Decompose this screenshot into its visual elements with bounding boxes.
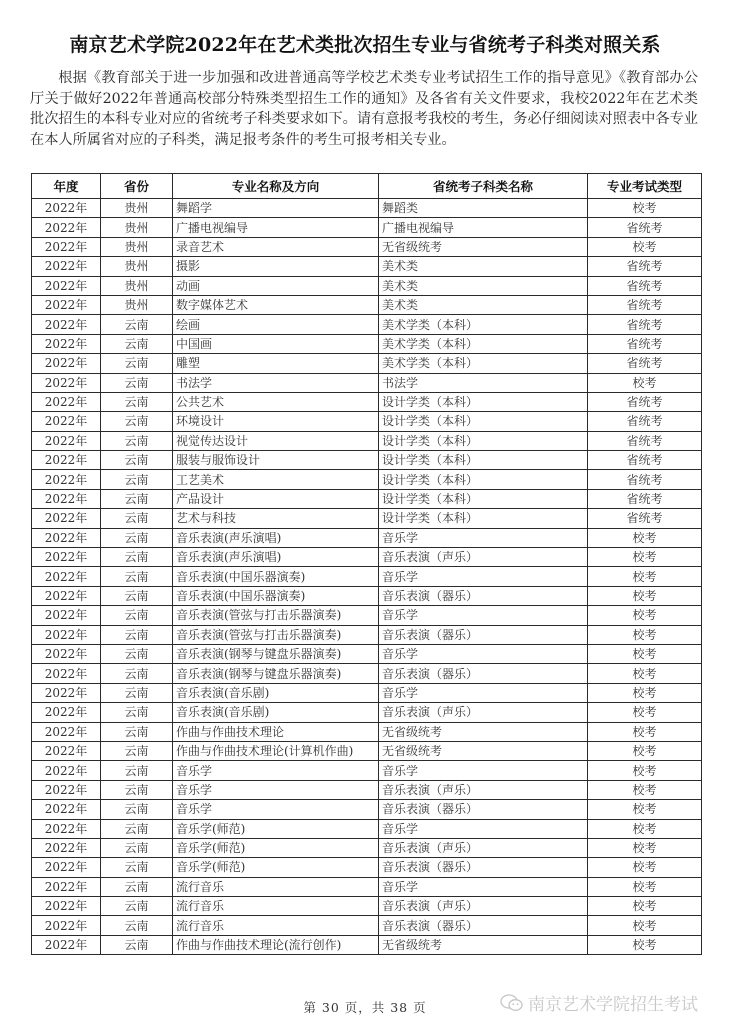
cell-major: 音乐表演(中国乐器演奏) bbox=[173, 567, 379, 586]
cell-year: 2022年 bbox=[32, 199, 101, 218]
cell-major: 数字媒体艺术 bbox=[173, 295, 379, 314]
cell-year: 2022年 bbox=[32, 218, 101, 237]
cell-exam-type: 省统考 bbox=[588, 412, 702, 431]
cell-subcategory: 音乐表演（器乐） bbox=[379, 858, 588, 877]
cell-major: 广播电视编导 bbox=[173, 218, 379, 237]
cell-province: 云南 bbox=[101, 606, 173, 625]
table-row bbox=[32, 412, 702, 431]
cell-exam-type: 校考 bbox=[588, 703, 702, 722]
cell-province: 云南 bbox=[101, 567, 173, 586]
cell-province: 云南 bbox=[101, 412, 173, 431]
document-title: 南京艺术学院2022年在艺术类批次招生专业与省统考子科类对照关系 bbox=[69, 34, 661, 56]
cell-exam-type: 校考 bbox=[588, 819, 702, 838]
cell-exam-type: 省统考 bbox=[588, 257, 702, 276]
cell-year: 2022年 bbox=[32, 916, 101, 935]
cell-subcategory: 美术学类（本科） bbox=[379, 354, 588, 373]
cell-exam-type: 省统考 bbox=[588, 218, 702, 237]
table-row bbox=[32, 897, 702, 916]
cell-subcategory: 音乐表演（器乐） bbox=[379, 800, 588, 819]
table-row bbox=[32, 664, 702, 683]
cell-subcategory: 音乐表演（器乐） bbox=[379, 625, 588, 644]
cell-province: 云南 bbox=[101, 451, 173, 470]
cell-province: 贵州 bbox=[101, 276, 173, 295]
cell-province: 云南 bbox=[101, 800, 173, 819]
cell-subcategory: 无省级统考 bbox=[379, 722, 588, 741]
table-row bbox=[32, 935, 702, 954]
cell-major: 音乐学(师范) bbox=[173, 858, 379, 877]
table-row bbox=[32, 625, 702, 644]
cell-province: 贵州 bbox=[101, 218, 173, 237]
cell-province: 云南 bbox=[101, 334, 173, 353]
header-exam-type: 专业考试类型 bbox=[588, 174, 702, 199]
cell-major: 作曲与作曲技术理论 bbox=[173, 722, 379, 741]
cell-exam-type: 省统考 bbox=[588, 451, 702, 470]
table-row bbox=[32, 567, 702, 586]
cell-exam-type: 校考 bbox=[588, 800, 702, 819]
cell-exam-type: 校考 bbox=[588, 916, 702, 935]
cell-subcategory: 音乐学 bbox=[379, 606, 588, 625]
cell-subcategory: 音乐表演（器乐） bbox=[379, 916, 588, 935]
cell-year: 2022年 bbox=[32, 354, 101, 373]
cell-province: 云南 bbox=[101, 722, 173, 741]
cell-year: 2022年 bbox=[32, 722, 101, 741]
cell-province: 贵州 bbox=[101, 257, 173, 276]
header-year: 年度 bbox=[32, 174, 101, 199]
cell-subcategory: 无省级统考 bbox=[379, 741, 588, 760]
cell-subcategory: 音乐表演（器乐） bbox=[379, 664, 588, 683]
table-row bbox=[32, 489, 702, 508]
cell-major: 音乐学 bbox=[173, 800, 379, 819]
cell-year: 2022年 bbox=[32, 257, 101, 276]
cell-subcategory: 设计学类（本科） bbox=[379, 431, 588, 450]
cell-subcategory: 音乐表演（器乐） bbox=[379, 586, 588, 605]
cell-major: 舞蹈学 bbox=[173, 199, 379, 218]
cell-province: 云南 bbox=[101, 741, 173, 760]
cell-major: 音乐表演(钢琴与键盘乐器演奏) bbox=[173, 644, 379, 663]
cell-province: 云南 bbox=[101, 373, 173, 392]
watermark-text: 南京艺术学院招生考试 bbox=[528, 995, 698, 1015]
table-row bbox=[32, 586, 702, 605]
cell-province: 贵州 bbox=[101, 237, 173, 256]
cell-subcategory: 设计学类（本科） bbox=[379, 451, 588, 470]
cell-subcategory: 无省级统考 bbox=[379, 935, 588, 954]
cell-subcategory: 音乐学 bbox=[379, 567, 588, 586]
cell-year: 2022年 bbox=[32, 470, 101, 489]
cell-province: 云南 bbox=[101, 916, 173, 935]
cell-major: 服装与服饰设计 bbox=[173, 451, 379, 470]
table-row bbox=[32, 800, 702, 819]
cell-subcategory: 音乐表演（声乐） bbox=[379, 897, 588, 916]
cell-subcategory: 音乐学 bbox=[379, 683, 588, 702]
cell-major: 绘画 bbox=[173, 315, 379, 334]
cell-province: 云南 bbox=[101, 470, 173, 489]
cell-major: 流行音乐 bbox=[173, 916, 379, 935]
cell-year: 2022年 bbox=[32, 315, 101, 334]
cell-exam-type: 校考 bbox=[588, 586, 702, 605]
cell-year: 2022年 bbox=[32, 877, 101, 896]
cell-province: 云南 bbox=[101, 315, 173, 334]
cell-province: 云南 bbox=[101, 683, 173, 702]
cell-year: 2022年 bbox=[32, 373, 101, 392]
cell-exam-type: 省统考 bbox=[588, 489, 702, 508]
cell-major: 音乐表演(声乐演唱) bbox=[173, 548, 379, 567]
cell-major: 艺术与科技 bbox=[173, 509, 379, 528]
header-major: 专业名称及方向 bbox=[173, 174, 379, 199]
cell-exam-type: 省统考 bbox=[588, 315, 702, 334]
cell-subcategory: 设计学类（本科） bbox=[379, 470, 588, 489]
cell-major: 工艺美术 bbox=[173, 470, 379, 489]
cell-exam-type: 省统考 bbox=[588, 431, 702, 450]
header-subcategory: 省统考子科类名称 bbox=[379, 174, 588, 199]
table-row bbox=[32, 780, 702, 799]
cell-major: 音乐表演(管弦与打击乐器演奏) bbox=[173, 625, 379, 644]
cell-major: 公共艺术 bbox=[173, 392, 379, 411]
cell-subcategory: 音乐学 bbox=[379, 644, 588, 663]
table-row bbox=[32, 218, 702, 237]
cell-year: 2022年 bbox=[32, 567, 101, 586]
cell-exam-type: 校考 bbox=[588, 644, 702, 663]
table-row bbox=[32, 916, 702, 935]
watermark bbox=[500, 990, 698, 1015]
cell-exam-type: 校考 bbox=[588, 761, 702, 780]
cell-major: 音乐学 bbox=[173, 761, 379, 780]
table-row bbox=[32, 257, 702, 276]
table-row bbox=[32, 237, 702, 256]
table-row bbox=[32, 703, 702, 722]
cell-subcategory: 美术学类（本科） bbox=[379, 315, 588, 334]
cell-exam-type: 校考 bbox=[588, 664, 702, 683]
cell-exam-type: 省统考 bbox=[588, 276, 702, 295]
cell-province: 云南 bbox=[101, 548, 173, 567]
cell-province: 贵州 bbox=[101, 199, 173, 218]
cell-province: 云南 bbox=[101, 780, 173, 799]
cell-major: 音乐表演(钢琴与键盘乐器演奏) bbox=[173, 664, 379, 683]
cell-major: 摄影 bbox=[173, 257, 379, 276]
cell-year: 2022年 bbox=[32, 897, 101, 916]
cell-province: 云南 bbox=[101, 431, 173, 450]
cell-province: 云南 bbox=[101, 354, 173, 373]
cell-major: 作曲与作曲技术理论(流行创作) bbox=[173, 935, 379, 954]
cell-year: 2022年 bbox=[32, 237, 101, 256]
cell-year: 2022年 bbox=[32, 664, 101, 683]
cell-province: 云南 bbox=[101, 489, 173, 508]
header-province: 省份 bbox=[101, 174, 173, 199]
cell-year: 2022年 bbox=[32, 606, 101, 625]
cell-subcategory: 无省级统考 bbox=[379, 237, 588, 256]
cell-year: 2022年 bbox=[32, 412, 101, 431]
cell-year: 2022年 bbox=[32, 625, 101, 644]
cell-subcategory: 音乐学 bbox=[379, 877, 588, 896]
table-header-row bbox=[32, 174, 702, 199]
cell-year: 2022年 bbox=[32, 334, 101, 353]
cell-exam-type: 省统考 bbox=[588, 334, 702, 353]
cell-exam-type: 省统考 bbox=[588, 470, 702, 489]
table-row bbox=[32, 722, 702, 741]
table-row bbox=[32, 819, 702, 838]
cell-subcategory: 美术类 bbox=[379, 295, 588, 314]
cell-year: 2022年 bbox=[32, 819, 101, 838]
table-row bbox=[32, 295, 702, 314]
cell-exam-type: 省统考 bbox=[588, 509, 702, 528]
cell-major: 流行音乐 bbox=[173, 897, 379, 916]
cell-year: 2022年 bbox=[32, 780, 101, 799]
cell-province: 云南 bbox=[101, 935, 173, 954]
cell-subcategory: 音乐学 bbox=[379, 528, 588, 547]
cell-year: 2022年 bbox=[32, 683, 101, 702]
table-row bbox=[32, 858, 702, 877]
cell-major: 录音艺术 bbox=[173, 237, 379, 256]
cell-major: 视觉传达设计 bbox=[173, 431, 379, 450]
cell-subcategory: 音乐表演（声乐） bbox=[379, 703, 588, 722]
table-row bbox=[32, 683, 702, 702]
cell-year: 2022年 bbox=[32, 761, 101, 780]
cell-province: 云南 bbox=[101, 509, 173, 528]
cell-exam-type: 校考 bbox=[588, 897, 702, 916]
cell-province: 云南 bbox=[101, 858, 173, 877]
cell-subcategory: 美术类 bbox=[379, 276, 588, 295]
cell-province: 云南 bbox=[101, 838, 173, 857]
table-row bbox=[32, 431, 702, 450]
cell-major: 音乐学(师范) bbox=[173, 819, 379, 838]
major-mapping-table bbox=[31, 173, 702, 955]
cell-exam-type: 校考 bbox=[588, 625, 702, 644]
page-number: 第 30 页，共 38 页 bbox=[303, 1000, 427, 1015]
table-row bbox=[32, 877, 702, 896]
cell-year: 2022年 bbox=[32, 800, 101, 819]
table-row bbox=[32, 199, 702, 218]
cell-exam-type: 省统考 bbox=[588, 392, 702, 411]
cell-exam-type: 省统考 bbox=[588, 354, 702, 373]
cell-province: 云南 bbox=[101, 877, 173, 896]
cell-subcategory: 广播电视编导 bbox=[379, 218, 588, 237]
cell-province: 云南 bbox=[101, 761, 173, 780]
cell-year: 2022年 bbox=[32, 586, 101, 605]
cell-exam-type: 校考 bbox=[588, 858, 702, 877]
cell-major: 作曲与作曲技术理论(计算机作曲) bbox=[173, 741, 379, 760]
cell-subcategory: 音乐表演（声乐） bbox=[379, 838, 588, 857]
table-row bbox=[32, 276, 702, 295]
cell-year: 2022年 bbox=[32, 644, 101, 663]
cell-subcategory: 音乐学 bbox=[379, 761, 588, 780]
table-row bbox=[32, 606, 702, 625]
table-row bbox=[32, 509, 702, 528]
cell-subcategory: 设计学类（本科） bbox=[379, 509, 588, 528]
cell-subcategory: 设计学类（本科） bbox=[379, 489, 588, 508]
cell-subcategory: 音乐学 bbox=[379, 819, 588, 838]
cell-major: 音乐表演(音乐剧) bbox=[173, 703, 379, 722]
cell-year: 2022年 bbox=[32, 838, 101, 857]
table-row bbox=[32, 470, 702, 489]
cell-year: 2022年 bbox=[32, 741, 101, 760]
cell-subcategory: 美术学类（本科） bbox=[379, 334, 588, 353]
cell-exam-type: 校考 bbox=[588, 722, 702, 741]
cell-province: 云南 bbox=[101, 703, 173, 722]
cell-major: 音乐表演(中国乐器演奏) bbox=[173, 586, 379, 605]
intro-paragraph bbox=[30, 68, 698, 150]
cell-major: 音乐学 bbox=[173, 780, 379, 799]
cell-year: 2022年 bbox=[32, 935, 101, 954]
table-row bbox=[32, 392, 702, 411]
cell-province: 云南 bbox=[101, 644, 173, 663]
table-row bbox=[32, 451, 702, 470]
cell-exam-type: 校考 bbox=[588, 683, 702, 702]
cell-subcategory: 舞蹈类 bbox=[379, 199, 588, 218]
cell-province: 云南 bbox=[101, 586, 173, 605]
cell-province: 云南 bbox=[101, 392, 173, 411]
cell-major: 产品设计 bbox=[173, 489, 379, 508]
wechat-icon bbox=[500, 994, 524, 1012]
cell-exam-type: 校考 bbox=[588, 548, 702, 567]
table-row bbox=[32, 528, 702, 547]
cell-exam-type: 省统考 bbox=[588, 295, 702, 314]
cell-year: 2022年 bbox=[32, 392, 101, 411]
cell-year: 2022年 bbox=[32, 858, 101, 877]
cell-subcategory: 音乐表演（声乐） bbox=[379, 780, 588, 799]
cell-province: 云南 bbox=[101, 528, 173, 547]
cell-year: 2022年 bbox=[32, 451, 101, 470]
cell-year: 2022年 bbox=[32, 703, 101, 722]
cell-province: 贵州 bbox=[101, 295, 173, 314]
cell-major: 音乐表演(管弦与打击乐器演奏) bbox=[173, 606, 379, 625]
cell-province: 云南 bbox=[101, 819, 173, 838]
cell-major: 动画 bbox=[173, 276, 379, 295]
table-row bbox=[32, 548, 702, 567]
cell-exam-type: 校考 bbox=[588, 606, 702, 625]
cell-major: 音乐表演(声乐演唱) bbox=[173, 528, 379, 547]
table-row bbox=[32, 315, 702, 334]
cell-year: 2022年 bbox=[32, 276, 101, 295]
cell-subcategory: 设计学类（本科） bbox=[379, 412, 588, 431]
table-row bbox=[32, 761, 702, 780]
cell-exam-type: 校考 bbox=[588, 935, 702, 954]
cell-major: 中国画 bbox=[173, 334, 379, 353]
cell-year: 2022年 bbox=[32, 489, 101, 508]
cell-subcategory: 书法学 bbox=[379, 373, 588, 392]
cell-year: 2022年 bbox=[32, 431, 101, 450]
table-row bbox=[32, 354, 702, 373]
cell-exam-type: 校考 bbox=[588, 373, 702, 392]
cell-year: 2022年 bbox=[32, 509, 101, 528]
cell-exam-type: 校考 bbox=[588, 237, 702, 256]
cell-province: 云南 bbox=[101, 664, 173, 683]
cell-exam-type: 校考 bbox=[588, 528, 702, 547]
table-row bbox=[32, 334, 702, 353]
cell-province: 云南 bbox=[101, 897, 173, 916]
cell-major: 环境设计 bbox=[173, 412, 379, 431]
cell-year: 2022年 bbox=[32, 528, 101, 547]
intro-text: 根据《教育部关于进一步加强和改进普通高等学校艺术类专业考试招生工作的指导意见》《教育部办公厅关于做好2022年普通高校部分特殊类型招生工作的通知》及各省有关文件要求，我校2022年在艺术类批次招生的本科专业对应的省统考子科类要求如下。请有意报考我校的考生，务必仔细阅读对照表中各专业在本人所属省对应的子科类，满足报考条件的考生可报考相关专业。 bbox=[30, 70, 698, 148]
table-row bbox=[32, 838, 702, 857]
cell-major: 音乐表演(音乐剧) bbox=[173, 683, 379, 702]
cell-year: 2022年 bbox=[32, 548, 101, 567]
cell-exam-type: 校考 bbox=[588, 877, 702, 896]
cell-major: 书法学 bbox=[173, 373, 379, 392]
cell-province: 云南 bbox=[101, 625, 173, 644]
cell-exam-type: 校考 bbox=[588, 838, 702, 857]
cell-subcategory: 美术类 bbox=[379, 257, 588, 276]
table-row bbox=[32, 741, 702, 760]
cell-year: 2022年 bbox=[32, 295, 101, 314]
table-row bbox=[32, 644, 702, 663]
cell-subcategory: 音乐表演（声乐） bbox=[379, 548, 588, 567]
cell-subcategory: 设计学类（本科） bbox=[379, 392, 588, 411]
cell-major: 音乐学(师范) bbox=[173, 838, 379, 857]
cell-major: 雕塑 bbox=[173, 354, 379, 373]
cell-major: 流行音乐 bbox=[173, 877, 379, 896]
cell-exam-type: 校考 bbox=[588, 567, 702, 586]
table-body bbox=[32, 199, 702, 955]
table-row bbox=[32, 373, 702, 392]
cell-exam-type: 校考 bbox=[588, 741, 702, 760]
cell-exam-type: 校考 bbox=[588, 780, 702, 799]
cell-exam-type: 校考 bbox=[588, 199, 702, 218]
